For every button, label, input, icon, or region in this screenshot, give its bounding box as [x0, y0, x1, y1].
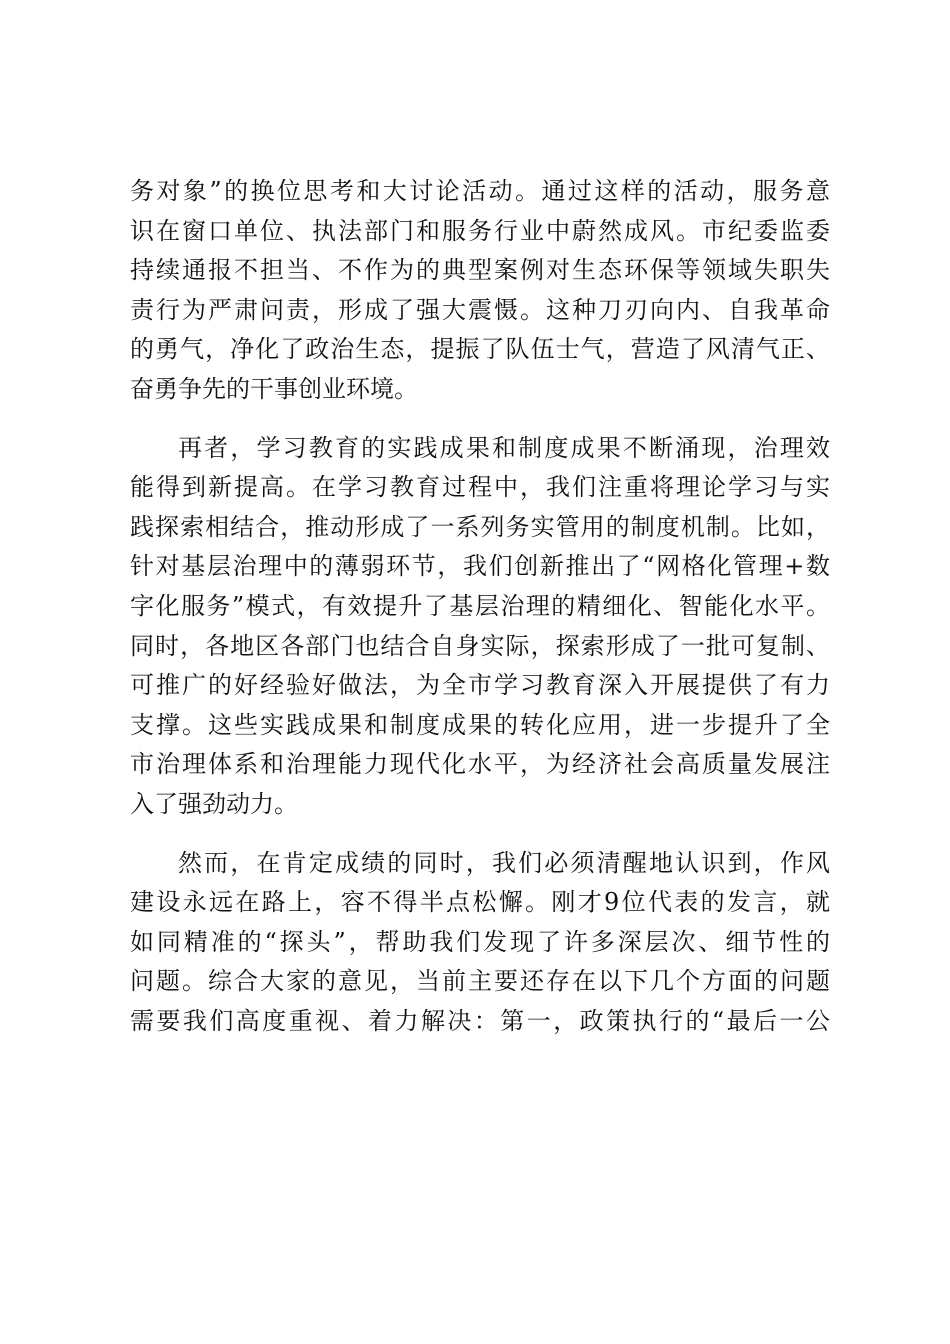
paragraph-1: [130, 172, 830, 410]
text-line: 的勇气，净化了政治生态，提振了队伍士气，营造了风清气正、: [130, 335, 830, 364]
text-line: 入了强劲动力。: [130, 789, 298, 818]
text-line: 同时，各地区各部门也结合自身实际，探索形成了一批可复制、: [130, 631, 830, 660]
paragraph-3: [130, 844, 830, 1042]
text-line: 建设永远在路上，容不得半点松懈。刚才9位代表的发言，就: [130, 888, 830, 917]
text-line: 识在窗口单位、执法部门和服务行业中蔚然成风。市纪委监委: [130, 216, 830, 245]
document-body: [130, 172, 830, 1060]
text-line: 然而，在肯定成绩的同时，我们必须清醒地认识到，作风: [178, 848, 830, 877]
text-line: 持续通报不担当、不作为的典型案例对生态环保等领域失职失: [130, 256, 830, 285]
text-line: 务对象”的换位思考和大讨论活动。通过这样的活动，服务意: [130, 177, 830, 205]
text-line: 市治理体系和治理能力现代化水平，为经济社会高质量发展注: [130, 750, 830, 779]
text-line: 字化服务”模式，有效提升了基层治理的精细化、智能化水平。: [130, 591, 830, 620]
paragraph-2: [130, 429, 830, 825]
text-line: 责行为严肃问责，形成了强大震慑。这种刀刃向内、自我革命: [130, 295, 830, 324]
text-line: 践探索相结合，推动形成了一系列务实管用的制度机制。比如，: [130, 512, 830, 541]
text-line: 支撑。这些实践成果和制度成果的转化应用，进一步提升了全: [130, 710, 830, 739]
text-line: 可推广的好经验好做法，为全市学习教育深入开展提供了有力: [130, 671, 830, 700]
text-line: 再者，学习教育的实践成果和制度成果不断涌现，治理效: [178, 433, 830, 462]
text-line: 问题。综合大家的意见，当前主要还存在以下几个方面的问题: [130, 967, 830, 996]
text-line: 奋勇争先的干事创业环境。: [130, 374, 418, 403]
text-line: 能得到新提高。在学习教育过程中，我们注重将理论学习与实: [130, 473, 830, 502]
text-line: 如同精准的“探头”，帮助我们发现了许多深层次、细节性的: [130, 927, 830, 956]
text-line: 需要我们高度重视、着力解决：第一，政策执行的“最后一公: [130, 1006, 830, 1035]
text-line: 针对基层治理中的薄弱环节，我们创新推出了“网格化管理+数: [130, 552, 830, 581]
